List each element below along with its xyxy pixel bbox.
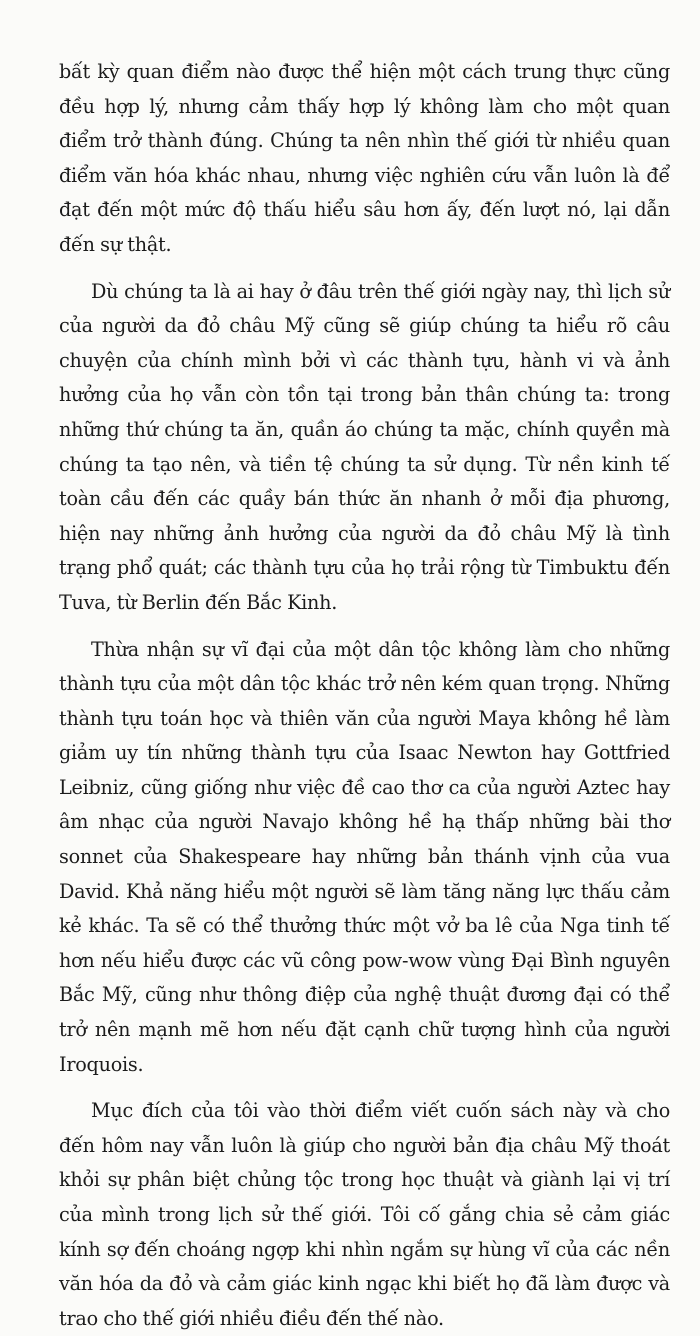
paragraph-author-purpose: Mục đích của tôi vào thời điểm viết cuốn sách này và cho đến hôm nay vẫn luôn là giúp cho người bản địa châu Mỹ thoát khỏi sự phân biệt chủng tộc trong học thuật và giành lại vị trí của mình trong lịch sử thế giới. Tôi cố gắng chia sẻ cảm giác kính sợ đến choáng ngợp khi nhìn ngắm sự hùng vĩ của các nền văn hóa da đỏ và cảm giác kinh ngạc khi biết họ đã làm được và trao cho thế giới nhiều điều đến thế nào. [59, 1099, 670, 1330]
paragraph-native-american-history: Dù chúng ta là ai hay ở đâu trên thế giới ngày nay, thì lịch sử của người da đỏ châu Mỹ cũng sẽ giúp chúng ta hiểu rõ câu chuyện của chính mình bởi vì các thành tựu, hành vi và ảnh hưởng của họ vẫn còn tồn tại trong bản thân chúng ta: trong những thứ chúng ta ăn, quần áo chúng ta mặc, chính quyền mà chúng ta tạo nên, và tiền tệ chúng ta sử dụng. Từ nền kinh tế toàn cầu đến các quầy bán thức ăn nhanh ở mỗi địa phương, hiện nay những ảnh hưởng của người da đỏ châu Mỹ là tình trạng phổ quát; các thành tựu của họ trải rộng từ Timbuktu đến Tuva, từ Berlin đến Bắc Kinh. [59, 279, 670, 614]
paragraph-greatness-of-peoples: Thừa nhận sự vĩ đại của một dân tộc không làm cho những thành tựu của một dân tộc khác trở nên kém quan trọng. Những thành tựu toán học và thiên văn của người Maya không hề làm giảm uy tín những thành tựu của Isaac Newton hay Gottfried Leibniz, cũng giống như việc đề cao thơ ca của người Aztec hay âm nhạc của người Navajo không hề hạ thấp những bài thơ sonnet của Shakespeare hay những bản thánh vịnh của vua David. Khả năng hiểu một người sẽ làm tăng năng lực thấu cảm kẻ khác. Ta sẽ có thể thưởng thức một vở ba lê của Nga tinh tế hơn nếu hiểu được các vũ công pow-wow vùng Đại Bình nguyên Bắc Mỹ, cũng như thông điệp của nghệ thuật đương đại có thể trở nên mạnh mẽ hơn nếu đặt cạnh chữ tượng hình của người Iroquois. [59, 637, 670, 1076]
paragraph-continued: bất kỳ quan điểm nào được thể hiện một cách trung thực cũng đều hợp lý, nhưng cảm thấy hợp lý không làm cho một quan điểm trở thành đúng. Chúng ta nên nhìn thế giới từ nhiều quan điểm văn hóa khác nhau, nhưng việc nghiên cứu vẫn luôn là để đạt đến một mức độ thấu hiểu sâu hơn ấy, đến lượt nó, lại dẫn đến sự thật. [59, 60, 670, 256]
